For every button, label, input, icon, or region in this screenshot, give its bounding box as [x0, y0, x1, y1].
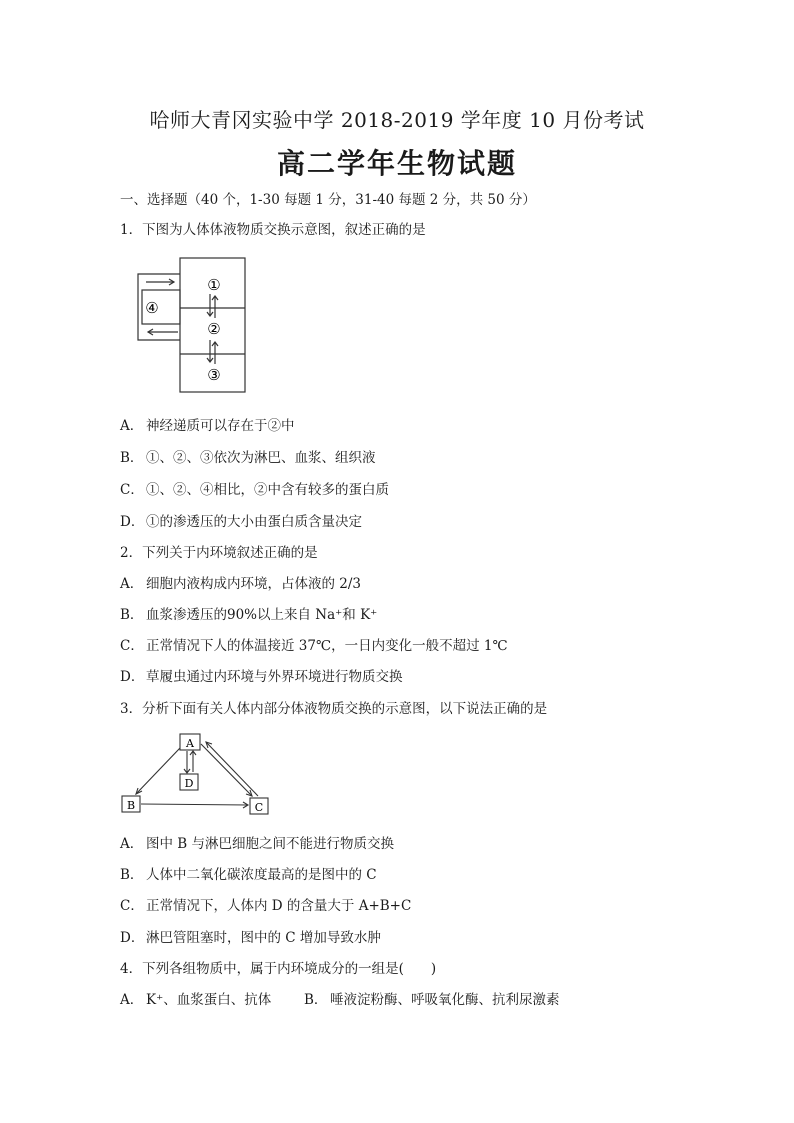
question-1-stem: 1．下图为人体体液物质交换示意图，叙述正确的是 [120, 222, 426, 238]
question-3-option-c: C． 正常情况下，人体内 D 的含量大于 A+B+C [120, 898, 412, 914]
figure3-label-d: D [184, 777, 194, 790]
question-4-option-b: B． 唾液淀粉酶、呼吸氧化酶、抗利尿激素 [304, 992, 560, 1008]
question-2-option-a: A． 细胞内液构成内环境，占体液的 2/3 [120, 576, 362, 592]
question-1-option-c: C． ①、②、④相比，②中含有较多的蛋白质 [120, 482, 389, 498]
school-exam-line: 哈师大青冈实验中学 2018-2019 学年度 10 月份考试 [149, 108, 645, 132]
question-2-option-b: B． 血浆渗透压的90%以上来自 Na⁺和 K⁺ [120, 607, 378, 623]
question-1-option-d: D． ①的渗透压的大小由蛋白质含量决定 [120, 514, 362, 530]
question-3-option-b: B． 人体中二氧化碳浓度最高的是图中的 C [120, 867, 377, 883]
question-2-option-c: C． 正常情况下人的体温接近 37℃，一日内变化一般不超过 1℃ [120, 638, 508, 654]
question-1-option-a: A． 神经递质可以存在于②中 [120, 418, 295, 434]
figure1-label-3: ③ [207, 366, 221, 384]
question-4-option-a: A． K⁺、血浆蛋白、抗体 [120, 992, 272, 1008]
figure3-label-b: B [126, 799, 136, 812]
question-1-option-b: B． ①、②、③依次为淋巴、血浆、组织液 [120, 450, 376, 466]
question-4-stem: 4．下列各组物质中，属于内环境成分的一组是( ) [120, 961, 437, 977]
question-3-option-d: D． 淋巴管阻塞时，图中的 C 增加导致水肿 [120, 930, 381, 946]
figure1-label-1: ① [207, 276, 221, 294]
question-1-figure [130, 254, 255, 396]
exam-title: 高二学年生物试题 [276, 147, 517, 180]
section-heading: 一、选择题（40 个，1-30 每题 1 分，31-40 每题 2 分，共 50 分） [120, 192, 536, 208]
figure3-label-a: A [186, 737, 194, 750]
question-3-stem: 3．分析下面有关人体内部分体液物质交换的示意图，以下说法正确的是 [120, 701, 548, 717]
figure1-label-2: ② [207, 320, 221, 338]
question-3-option-a: A． 图中 B 与淋巴细胞之间不能进行物质交换 [120, 836, 395, 852]
figure1-label-4: ④ [145, 299, 159, 317]
question-2-stem: 2．下列关于内环境叙述正确的是 [120, 545, 318, 561]
figure3-label-c: C [254, 801, 264, 814]
question-2-option-d: D． 草履虫通过内环境与外界环境进行物质交换 [120, 669, 403, 685]
question-3-figure [118, 730, 274, 818]
